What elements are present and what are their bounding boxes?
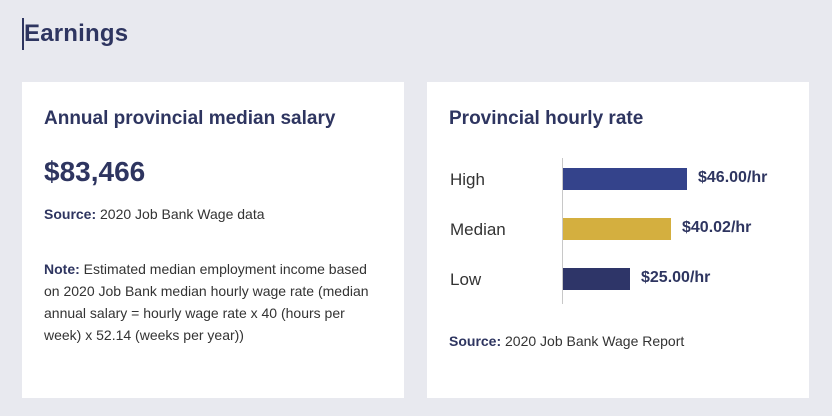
salary-source-label: Source: <box>44 206 97 222</box>
hourly-source <box>449 333 684 349</box>
bar-label-high: High <box>450 170 485 189</box>
bar-label-median: Median <box>450 220 506 239</box>
hourly-rate-card <box>427 82 809 398</box>
bar-low <box>563 268 630 290</box>
salary-source-text: 2020 Job Bank Wage data <box>100 206 265 222</box>
median-salary-value: $83,466 <box>44 156 146 187</box>
page-heading <box>22 18 128 50</box>
page-title: Earnings <box>24 20 129 47</box>
salary-card <box>22 82 404 398</box>
hourly-source-text: 2020 Job Bank Wage Report <box>505 333 685 349</box>
salary-card-title: Annual provincial median salary <box>44 108 336 129</box>
salary-source <box>44 206 382 222</box>
bar-median <box>563 218 671 240</box>
bar-label-low: Low <box>450 270 482 289</box>
salary-note-label: Note: <box>44 261 80 277</box>
bar-high <box>563 168 687 190</box>
bar-value-high: $46.00/hr <box>698 169 768 186</box>
bar-value-median: $40.02/hr <box>682 219 752 236</box>
salary-note <box>44 258 382 346</box>
salary-note-text: Estimated median employment income based on 2020 Job Bank median hourly wage rate (median annual salary = hourly wage rate x 40 (hours per week) x 52.14 (weeks per year)) <box>44 261 369 343</box>
hourly-card-title: Provincial hourly rate <box>449 108 644 129</box>
hourly-rate-chart <box>449 158 787 304</box>
bar-value-low: $25.00/hr <box>641 269 711 286</box>
hourly-source-label: Source: <box>449 333 502 349</box>
